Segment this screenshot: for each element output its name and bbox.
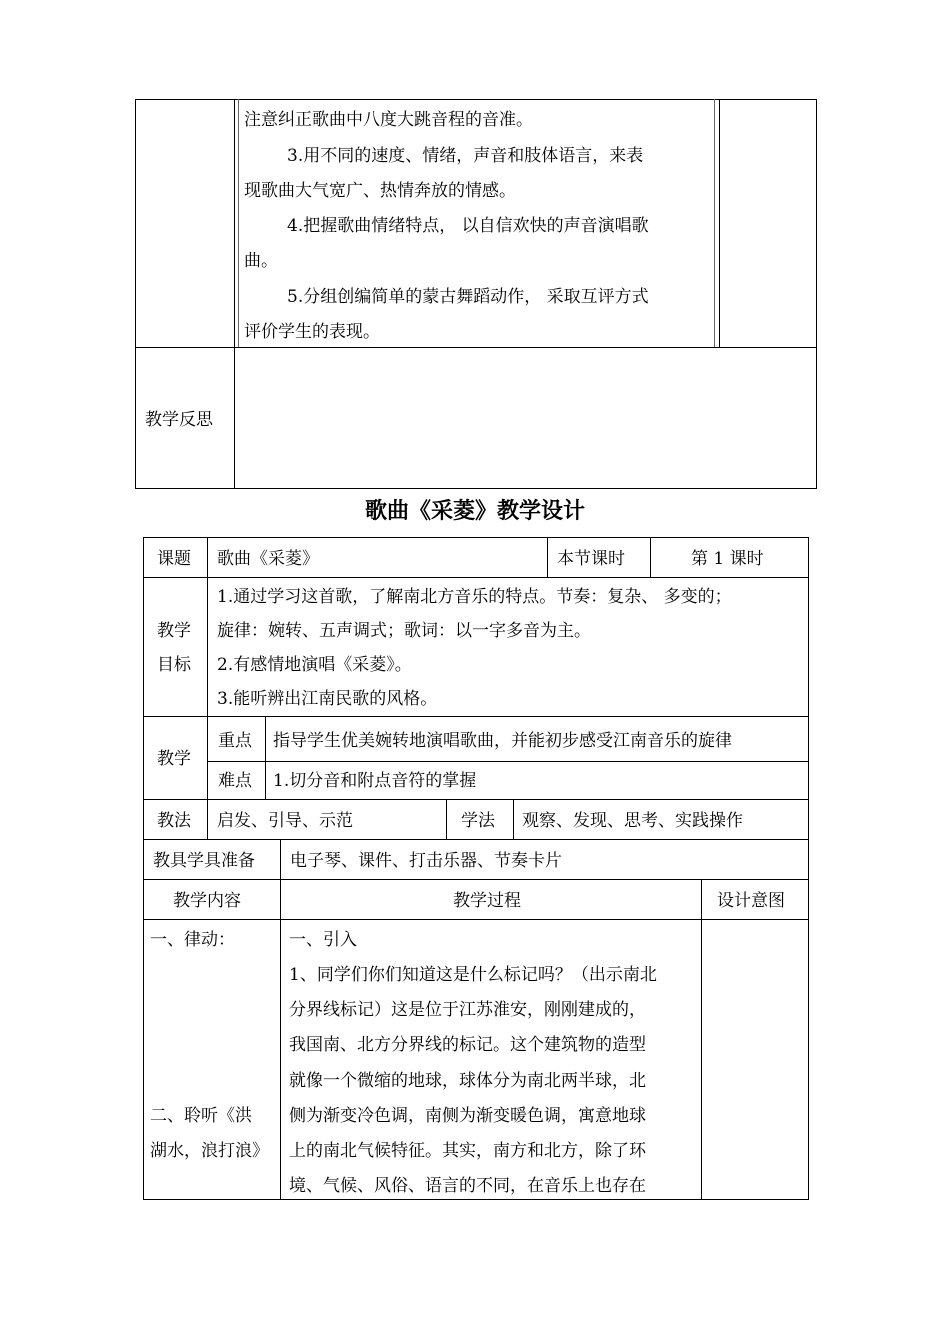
- page-title: 歌曲《采菱》教学设计: [364, 499, 585, 524]
- key-label: 重点: [218, 731, 252, 751]
- teach-label: 教学: [157, 749, 191, 769]
- proc-line-7: 上的南北气候特征。其实，南方和北方，除了环: [289, 1141, 646, 1161]
- reflection-label: 教学反思: [145, 410, 213, 430]
- proc-line-2: 1、同学们你们知道这是什么标记吗？（出示南北: [289, 965, 657, 985]
- proc-line-6: 侧为渐变冷色调，南侧为渐变暖色调，寓意地球: [289, 1106, 646, 1126]
- hours-value: 第 1 课时: [691, 549, 764, 569]
- process-line-6: 5.分组创编简单的蒙古舞蹈动作， 采取互评方式: [287, 287, 649, 307]
- col-content-header: 教学内容: [173, 891, 241, 911]
- process-line-2: 3.用不同的速度、情绪，声音和肢体语言，来表: [287, 146, 644, 166]
- content-item-1: 一、律动：: [150, 930, 235, 950]
- proc-line-8: 境、气候、风俗、语言的不同，在音乐上也存在: [289, 1176, 646, 1196]
- process-line-7: 评价学生的表现。: [244, 322, 380, 342]
- proc-line-5: 就像一个微缩的地球，球体分为南北两半球，北: [289, 1071, 646, 1091]
- goals-line-1: 1.通过学习这首歌，了解南北方音乐的特点。节奏：复杂、 多变的；: [217, 587, 732, 607]
- goals-line-2: 旋律：婉转、五声调式；歌词：以一字多音为主。: [217, 621, 591, 641]
- proc-line-1: 一、引入: [289, 930, 357, 950]
- content-item-3: 湖水，浪打浪》: [150, 1141, 269, 1161]
- study-label: 学法: [461, 811, 495, 831]
- content-item-2: 二、聆听《洪: [150, 1106, 252, 1126]
- process-line-5: 曲。: [244, 251, 278, 271]
- study-value: 观察、发现、思考、实践操作: [522, 811, 743, 831]
- tools-label: 教具学具准备: [153, 851, 255, 871]
- process-line-1: 注意纠正歌曲中八度大跳音程的音准。: [244, 110, 533, 130]
- process-line-3: 现歌曲大气宽广、热情奔放的情感。: [244, 181, 516, 201]
- topic-value: 歌曲《采菱》: [217, 549, 319, 569]
- method-value: 启发、引导、示范: [217, 811, 353, 831]
- proc-line-3: 分界线标记）这是位于江苏淮安，刚刚建成的，: [289, 1000, 646, 1020]
- goals-line-4: 3.能听辨出江南民歌的风格。: [217, 689, 438, 709]
- difficult-label: 难点: [218, 771, 252, 791]
- goals-label-2: 目标: [157, 655, 191, 675]
- proc-line-4: 我国南、北方分界线的标记。这个建筑物的造型: [289, 1035, 646, 1055]
- col-intent-header: 设计意图: [717, 891, 785, 911]
- difficult-value: 1.切分音和附点音符的掌握: [273, 771, 477, 791]
- goals-line-3: 2.有感情地演唱《采菱》。: [217, 655, 412, 675]
- topic-label: 课题: [157, 549, 191, 569]
- process-line-4: 4.把握歌曲情绪特点， 以自信欢快的声音演唱歌: [287, 216, 649, 236]
- hours-label: 本节课时: [557, 549, 625, 569]
- key-value: 指导学生优美婉转地演唱歌曲，并能初步感受江南音乐的旋律: [273, 731, 732, 751]
- col-process-header: 教学过程: [453, 891, 521, 911]
- goals-label-1: 教学: [157, 621, 191, 641]
- method-label: 教法: [157, 811, 191, 831]
- tools-value: 电子琴、课件、打击乐器、节奏卡片: [290, 851, 562, 871]
